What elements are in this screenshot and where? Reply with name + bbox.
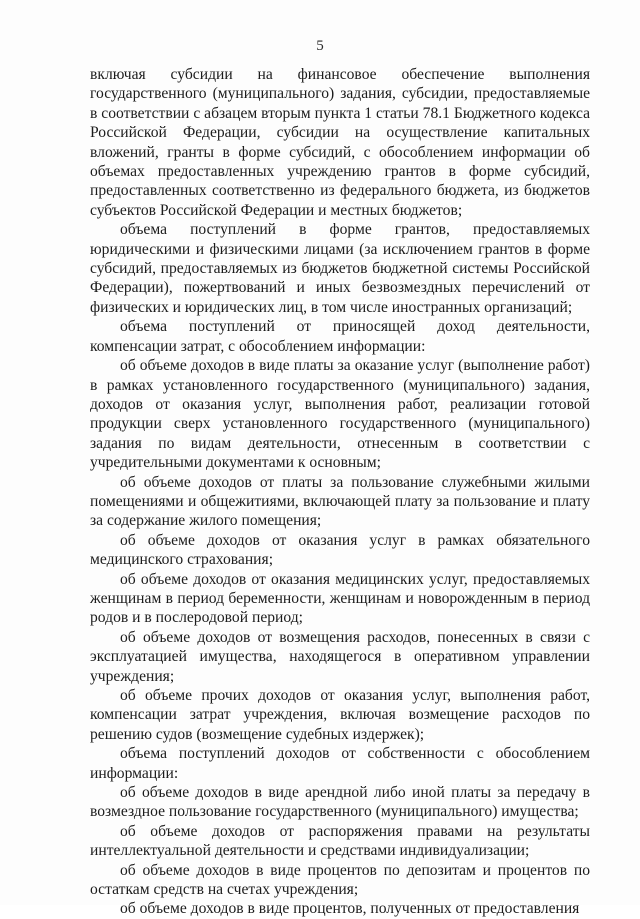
paragraph-9: об объеме прочих доходов от оказания услуг, выполнения работ, компенсации затрат учреждения, включая возмещение расходов по решению судов (возмещение судебных издержек); [90, 687, 590, 743]
paragraph-10: объема поступлений доходов от собственности с обособлением информации: [90, 745, 590, 782]
paragraph-7: об объеме доходов от оказания медицинских услуг, предоставляемых женщинам в период беременности, женщинам и новорожденным в период родов и в послеродовой период; [90, 570, 590, 627]
paragraph-14: об объеме доходов в виде процентов, полученных от предоставления [120, 900, 580, 918]
paragraph-4: об объеме доходов в виде платы за оказание услуг (выполнение работ) в рамках установленного государственного (муниципального) задания, доходов от оказания услуг, выполнения работ, реализации готовой продукции сверх установленного государственного (муниципального) задания по видам деятельности, отнесенным в соответствии с учредительными документами к основным; [90, 357, 590, 472]
paragraph-1: включая субсидии на финансовое обеспечение выполнения государственного (муниципального) задания, субсидии, предоставляемые в соответствии с абзацем вторым пункта 1 статьи 78.1 Бюджетного кодекса Российской Федерации, субсидии на осуществление капитальных вложений, гранты в форме субсидий, с обособлением информации об объемах предоставленных учреждению грантов в форме субсидий, предоставленных соответственно из федерального бюджета, из бюджетов субъектов Российской Федерации и местных бюджетов; [90, 66, 590, 219]
page-number: 5 [316, 38, 324, 54]
body-text [90, 65, 590, 919]
paragraph-13: об объеме доходов в виде процентов по депозитам и процентов по остаткам средств на счетах учреждения; [90, 861, 590, 899]
paragraph-2: объема поступлений в форме грантов, предоставляемых юридическими и физическими лицами (за исключением грантов в форме субсидий, предоставляемых из бюджетов бюджетной системы Российской Федерации), пожертвований и иных безвозмездных перечислений от физических и юридических лиц, в том числе иностранных организаций; [90, 221, 590, 316]
paragraph-6: об объеме доходов от оказания услуг в рамках обязательного медицинского страхования; [90, 531, 590, 569]
paragraph-5: об объеме доходов от платы за пользование служебными жилыми помещениями и общежитиями, включающей плату за пользование и плату за содержание жилого помещения; [90, 473, 590, 530]
paragraph-3: объема поступлений от приносящей доход деятельности, компенсации затрат, с обособлением информации: [90, 318, 590, 355]
paragraph-11: об объеме доходов в виде арендной либо иной платы за передачу в возмездное пользование государственного (муниципального) имущества; [90, 784, 590, 821]
paragraph-8: об объеме доходов от возмещения расходов, понесенных в связи с эксплуатацией имущества, находящегося в оперативном управлении учреждения; [90, 628, 590, 685]
paragraph-12: об объеме доходов от распоряжения правами на результаты интеллектуальной деятельности и средствами индивидуализации; [90, 822, 590, 860]
